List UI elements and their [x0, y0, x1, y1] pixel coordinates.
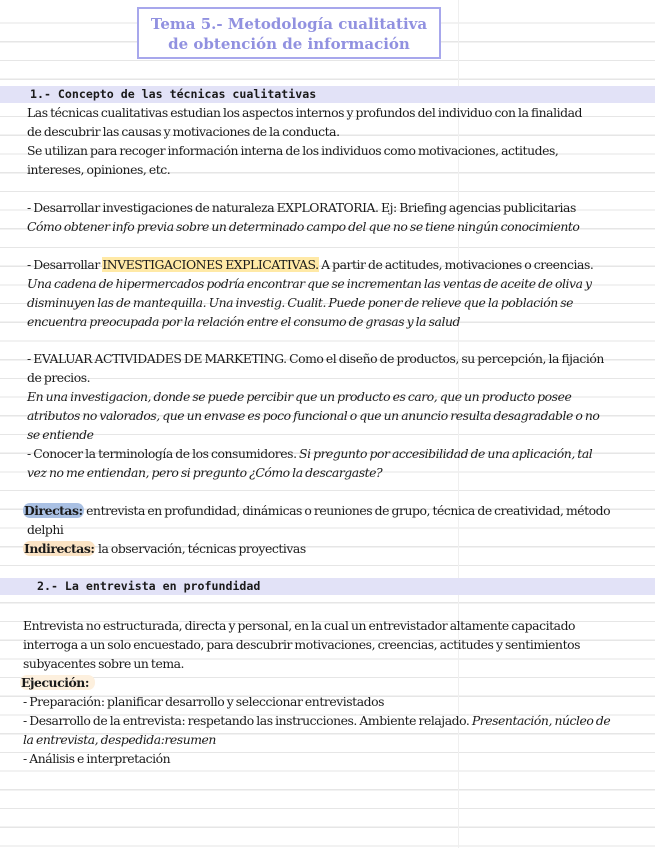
directas-text: entrevista en profundidad, dinámicas o reuniones de grupo, técnica de creatividad, método [83, 503, 611, 518]
desarrollo-italic: Presentación, núcleo de [471, 713, 611, 728]
section-2-intro-line: interroga a un solo encuestado, para descubrir motivaciones, creencias, actitudes y sentimientos [23, 637, 581, 652]
section-1-intro-line: de descubrir las causas y motivaciones de la conducta. [27, 124, 340, 139]
ejecucion-label: Ejecución: [20, 675, 95, 690]
terminologia-example-start: Si pregunto por accesibilidad de una aplicación, tal [299, 446, 593, 461]
directas-line [23, 502, 610, 520]
evaluar-example-line: atributos no valorados, que un envase es poco funcional o que un anuncio resulta desagradable o no [27, 408, 600, 423]
step-preparacion: - Preparación: planificar desarrollo y seleccionar entrevistados [23, 694, 385, 709]
step-analisis: - Análisis e interpretación [23, 751, 171, 766]
terminologia-example-end: vez no me entiendan, pero si pregunto ¿Cómo la descargaste? [27, 465, 383, 480]
title-line-1: Tema 5.- Metodología cualitativa [150, 15, 428, 33]
directas-label: Directas: [24, 503, 83, 518]
explicativas-prefix: - Desarrollar [27, 257, 103, 272]
explicativas-highlight: INVESTIGACIONES EXPLICATIVAS. [102, 257, 319, 272]
evaluar-text-line: - EVALUAR ACTIVIDADES DE MARKETING. Como el diseño de productos, su percepción, la fijación [27, 351, 604, 366]
section-2-intro-line: Entrevista no estructurada, directa y personal, en la cual un entrevistador altamente capacitado [23, 618, 576, 633]
ejecucion-line [20, 674, 95, 692]
exploratoria-example: Cómo obtener info previa sobre un determinado campo del que no se tiene ningún conocimiento [27, 219, 580, 234]
section-1-intro-line: Las técnicas cualitativas estudian los aspectos internos y profundos del individuo con la finalidad [27, 105, 583, 120]
section-1-heading: 1.- Concepto de las técnicas cualitativas [0, 86, 655, 103]
terminologia-text [27, 445, 592, 463]
explicativas-text [27, 256, 593, 274]
evaluar-example-line: En una investigacion, donde se puede percibir que un producto es caro, que un producto posee [27, 389, 572, 404]
explicativas-suffix: A partir de actitudes, motivaciones o creencias. [318, 257, 594, 272]
indirectas-label: Indirectas: [24, 541, 95, 556]
section-1-intro-line: Se utilizan para recoger información interna de los individuos como motivaciones, actitudes, [27, 143, 559, 158]
explicativas-example-line: encuentra preocupada por la relación entre el consumo de grasas y la salud [27, 314, 460, 329]
step-desarrollo [23, 712, 610, 730]
explicativas-example-line: Una cadena de hipermercados podría encontrar que se incrementan las ventas de aceite de oliva y [27, 276, 592, 291]
desarrollo-italic-cont: la entrevista, despedida:resumen [23, 732, 216, 747]
section-2-heading: 2.- La entrevista en profundidad [0, 578, 655, 595]
evaluar-example-line: se entiende [27, 427, 94, 442]
exploratoria-text: - Desarrollar investigaciones de naturaleza EXPLORATORIA. Ej: Briefing agencias publicitarias [27, 200, 576, 215]
section-1-intro-line: intereses, opiniones, etc. [27, 162, 171, 177]
title-line-2: de obtención de información [168, 35, 410, 53]
section-2-intro-line: subyacentes sobre un tema. [23, 656, 185, 671]
desarrollo-prefix: - Desarrollo de la entrevista: respetando las instrucciones. Ambiente relajado. [23, 713, 472, 728]
indirectas-text: la observación, técnicas proyectivas [95, 541, 306, 556]
evaluar-text-line: de precios. [27, 370, 91, 385]
indirectas-line [23, 540, 306, 558]
document-title-box [137, 7, 441, 59]
terminologia-prefix: - Conocer la terminología de los consumidores. [27, 446, 300, 461]
directas-text-cont: delphi [27, 522, 64, 537]
explicativas-example-line: disminuyen las de mantequilla. Una investig. Cualit. Puede poner de relieve que la población se [27, 295, 574, 310]
